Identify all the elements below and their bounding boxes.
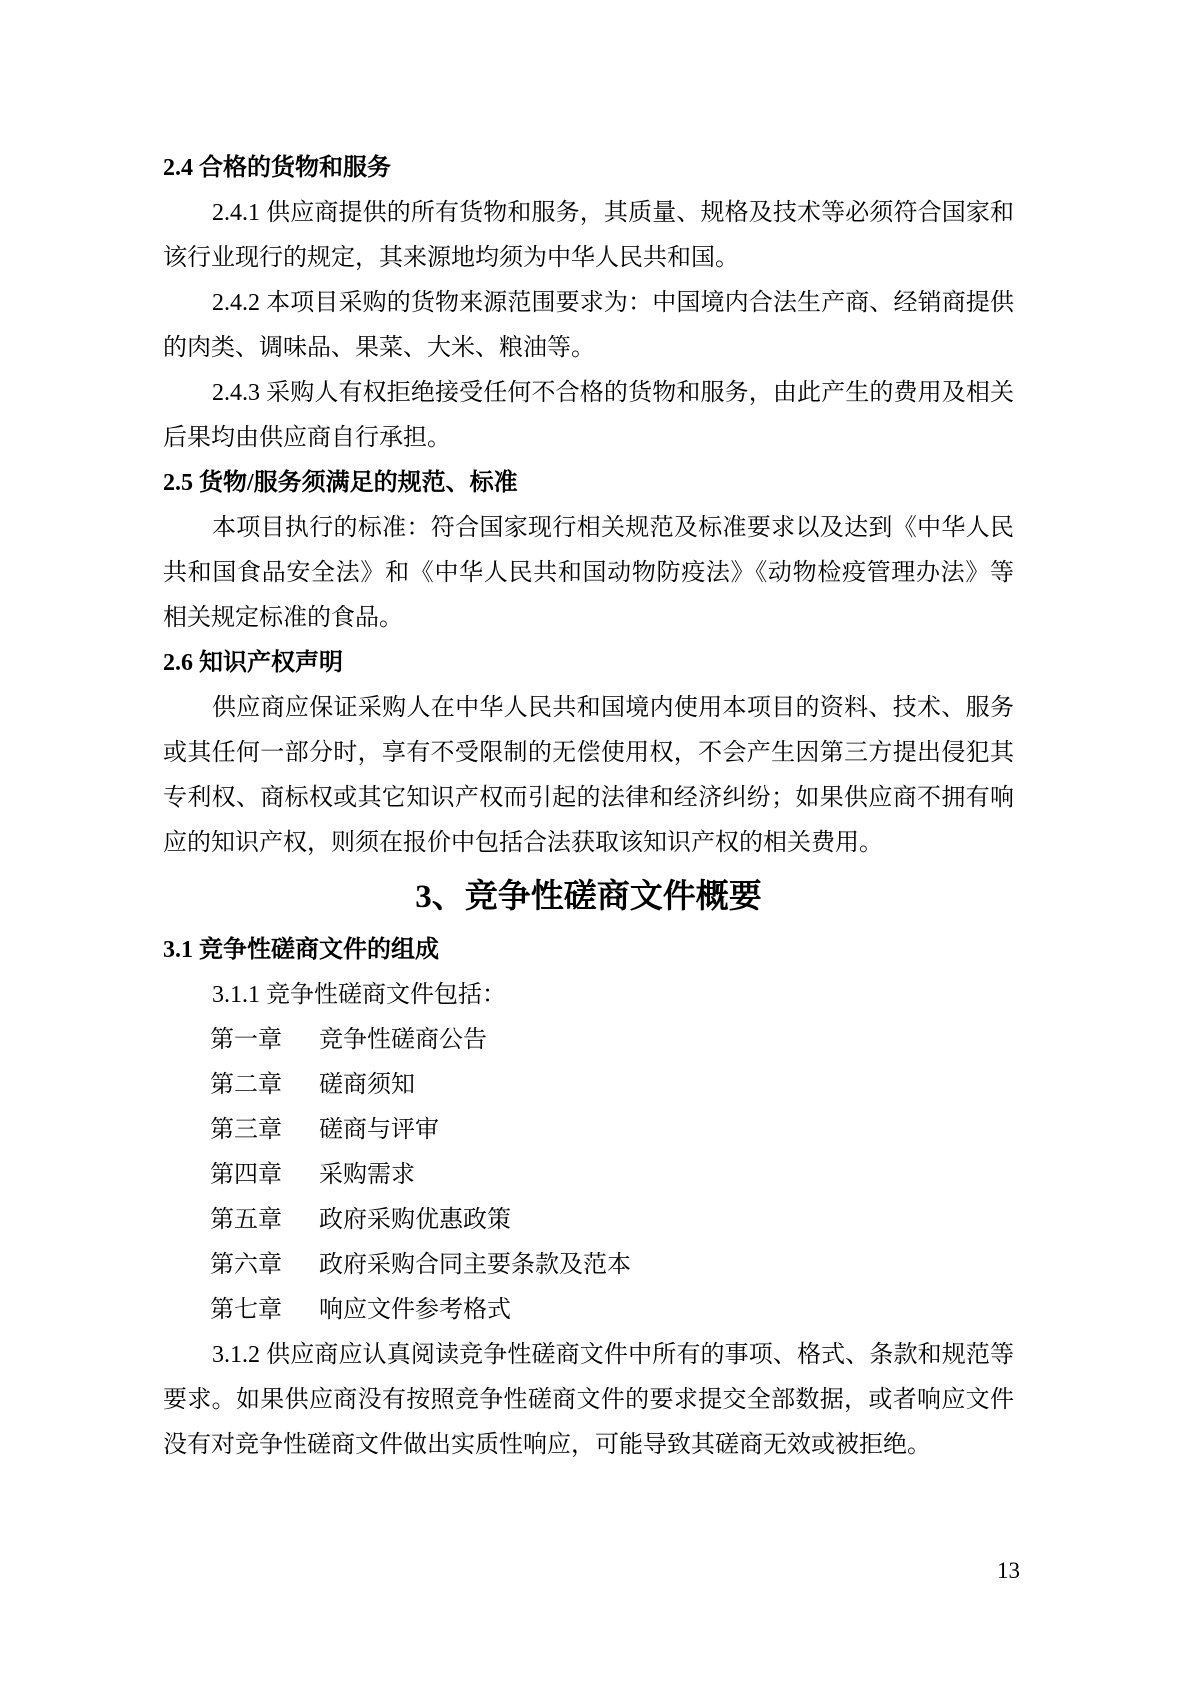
chapter-label: 第四章 [210, 1162, 282, 1188]
chapter-label: 第三章 [210, 1117, 282, 1143]
chapter-list-item [210, 1198, 1014, 1243]
section-heading-3-1: 3.1 竞争性磋商文件的组成 [163, 937, 439, 963]
clause-2-4-1: 2.4.1 供应商提供的所有货物和服务，其质量、规格及技术等必须符合国家和该行业现行的规定，其来源地均须为中华人民共和国。 [163, 200, 1014, 271]
chapter-list-item [210, 1153, 1014, 1198]
page-number: 13 [997, 1558, 1020, 1583]
chapter-3-title: 3、竞争性磋商文件概要 [415, 879, 762, 915]
chapter-list-item [210, 1063, 1014, 1108]
chapter-list-item [210, 1288, 1014, 1333]
chapter-list [163, 1018, 1014, 1333]
chapter-label: 第二章 [210, 1072, 282, 1098]
document-page-content [163, 146, 1014, 1468]
section-2-5-body: 本项目执行的标准：符合国家现行相关规范及标准要求以及达到《中华人民共和国食品安全法》和《中华人民共和国动物防疫法》《动物检疫管理办法》等相关规定标准的食品。 [163, 515, 1014, 631]
clause-3-1-1: 3.1.1 竞争性磋商文件包括： [212, 982, 506, 1008]
chapter-title: 竞争性磋商公告 [319, 1027, 487, 1053]
chapter-label: 第五章 [210, 1207, 282, 1233]
chapter-title: 政府采购优惠政策 [319, 1207, 511, 1233]
chapter-title: 采购需求 [319, 1162, 415, 1188]
chapter-title: 磋商须知 [319, 1072, 415, 1098]
chapter-title: 响应文件参考格式 [319, 1297, 511, 1323]
clause-2-4-2: 2.4.2 本项目采购的货物来源范围要求为：中国境内合法生产商、经销商提供的肉类、调味品、果菜、大米、粮油等。 [163, 290, 1014, 361]
chapter-list-item [210, 1108, 1014, 1153]
chapter-label: 第六章 [210, 1252, 282, 1278]
section-heading-2-5: 2.5 货物/服务须满足的规范、标准 [163, 470, 518, 496]
chapter-label: 第七章 [210, 1297, 282, 1323]
chapter-title: 磋商与评审 [319, 1117, 439, 1143]
chapter-title: 政府采购合同主要条款及范本 [319, 1252, 631, 1278]
clause-3-1-2: 3.1.2 供应商应认真阅读竞争性磋商文件中所有的事项、格式、条款和规范等要求。如果供应商没有按照竞争性磋商文件的要求提交全部数据，或者响应文件没有对竞争性磋商文件做出实质性响应，可能导致其磋商无效或被拒绝。 [163, 1342, 1014, 1458]
chapter-list-item [210, 1018, 1014, 1063]
chapter-label: 第一章 [210, 1027, 282, 1053]
section-heading-2-4: 2.4 合格的货物和服务 [163, 155, 391, 181]
section-heading-2-6: 2.6 知识产权声明 [163, 650, 343, 676]
chapter-list-item [210, 1243, 1014, 1288]
clause-2-4-3: 2.4.3 采购人有权拒绝接受任何不合格的货物和服务，由此产生的费用及相关后果均由供应商自行承担。 [163, 380, 1014, 451]
section-2-6-body: 供应商应保证采购人在中华人民共和国境内使用本项目的资料、技术、服务或其任何一部分时，享有不受限制的无偿使用权，不会产生因第三方提出侵犯其专利权、商标权或其它知识产权而引起的法律和经济纠纷；如果供应商不拥有响应的知识产权，则须在报价中包括合法获取该知识产权的相关费用。 [163, 695, 1014, 856]
